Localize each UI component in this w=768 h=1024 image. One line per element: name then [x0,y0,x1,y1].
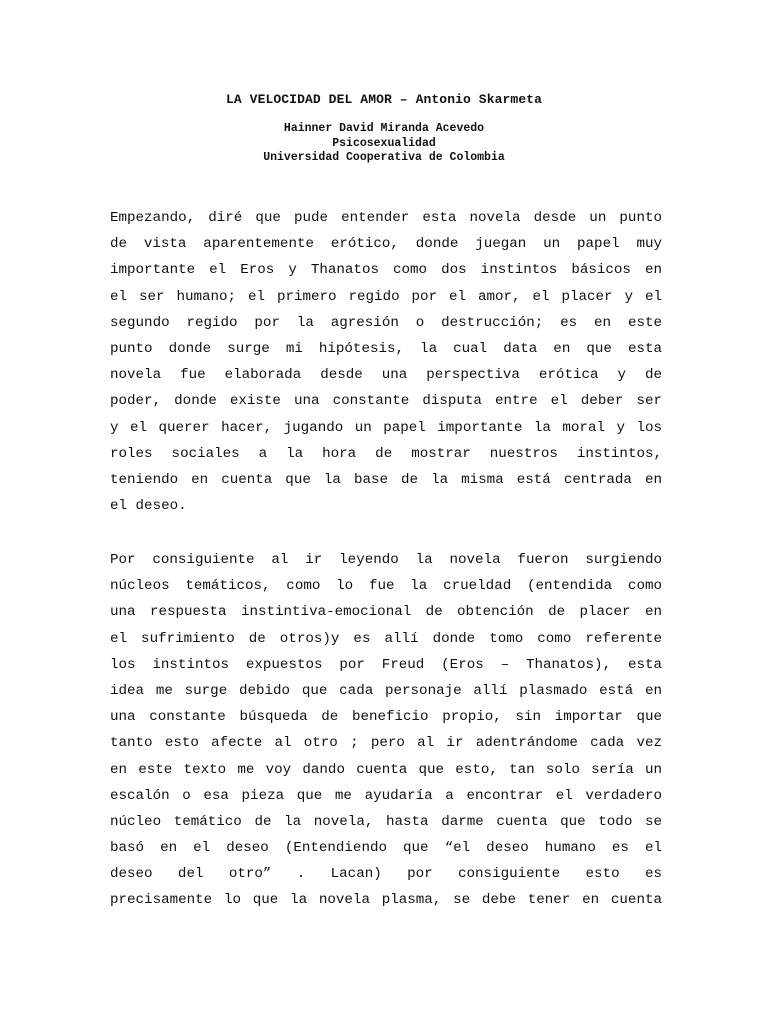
text-line: núcleos temáticos, como lo fue la crueldad (entendida como [110,578,662,595]
text-line: deseo del otro” . Lacan) por consiguiente esto es [110,866,662,883]
text-line: idea me surge debido que cada personaje allí plasmado está en [110,682,662,699]
text-line: basó en el deseo (Entendiendo que “el deseo humano es el [110,840,662,857]
text-line: núcleo temático de la novela, hasta darme cuenta que todo se [110,813,662,830]
text-line: una respuesta instintiva-emocional de obtención de placer en [110,604,662,621]
author-block [0,122,768,166]
paragraph-2 [110,547,662,914]
text-line: una constante búsqueda de beneficio propio, sin importar que [110,709,662,726]
text-line: punto donde surge mi hipótesis, la cual data en que esta [110,340,662,357]
text-line: teniendo en cuenta que la base de la misma está centrada en [110,471,662,488]
text-line: tanto esto afecte al otro ; pero al ir adentrándome cada vez [110,735,662,752]
document-title: LA VELOCIDAD DEL AMOR – Antonio Skarmeta [225,92,543,107]
text-line: el deseo. [110,498,187,515]
course-name: Psicosexualidad [332,136,436,150]
text-line: Por consiguiente al ir leyendo la novela fueron surgiendo [110,552,662,568]
text-line: segundo regido por la agresión o destrucción; es en este [110,314,662,331]
text-line: en este texto me voy dando cuenta que esto, tan solo sería un [110,761,662,778]
text-line: el ser humano; el primero regido por el amor, el placer y el [110,288,662,305]
text-line: Empezando, diré que pude entender esta novela desde un punto [110,210,662,226]
text-line: de vista aparentemente erótico, donde juegan un papel muy [110,236,662,253]
text-line: roles sociales a la hora de mostrar nuestros instintos, [110,445,662,462]
text-line: escalón o esa pieza que me ayudaría a encontrar el verdadero [110,787,662,804]
text-line: precisamente lo que la novela plasma, se debe tener en cuenta [110,892,662,909]
university-name: Universidad Cooperativa de Colombia [263,151,505,164]
author-name: Hainner David Miranda Acevedo [283,122,485,135]
text-line: poder, donde existe una constante disputa entre el deber ser [110,393,662,410]
text-line: importante el Eros y Thanatos como dos instintos básicos en [110,262,662,279]
text-line: los instintos expuestos por Freud (Eros – Thanatos), esta [110,656,662,673]
paragraph-1 [110,205,662,519]
text-line: y el querer hacer, jugando un papel importante la moral y los [110,419,662,436]
text-line: el sufrimiento de otros)y es allí donde tomo como referente [110,630,662,647]
text-line: novela fue elaborada desde una perspectiva erótica y de [110,367,662,384]
